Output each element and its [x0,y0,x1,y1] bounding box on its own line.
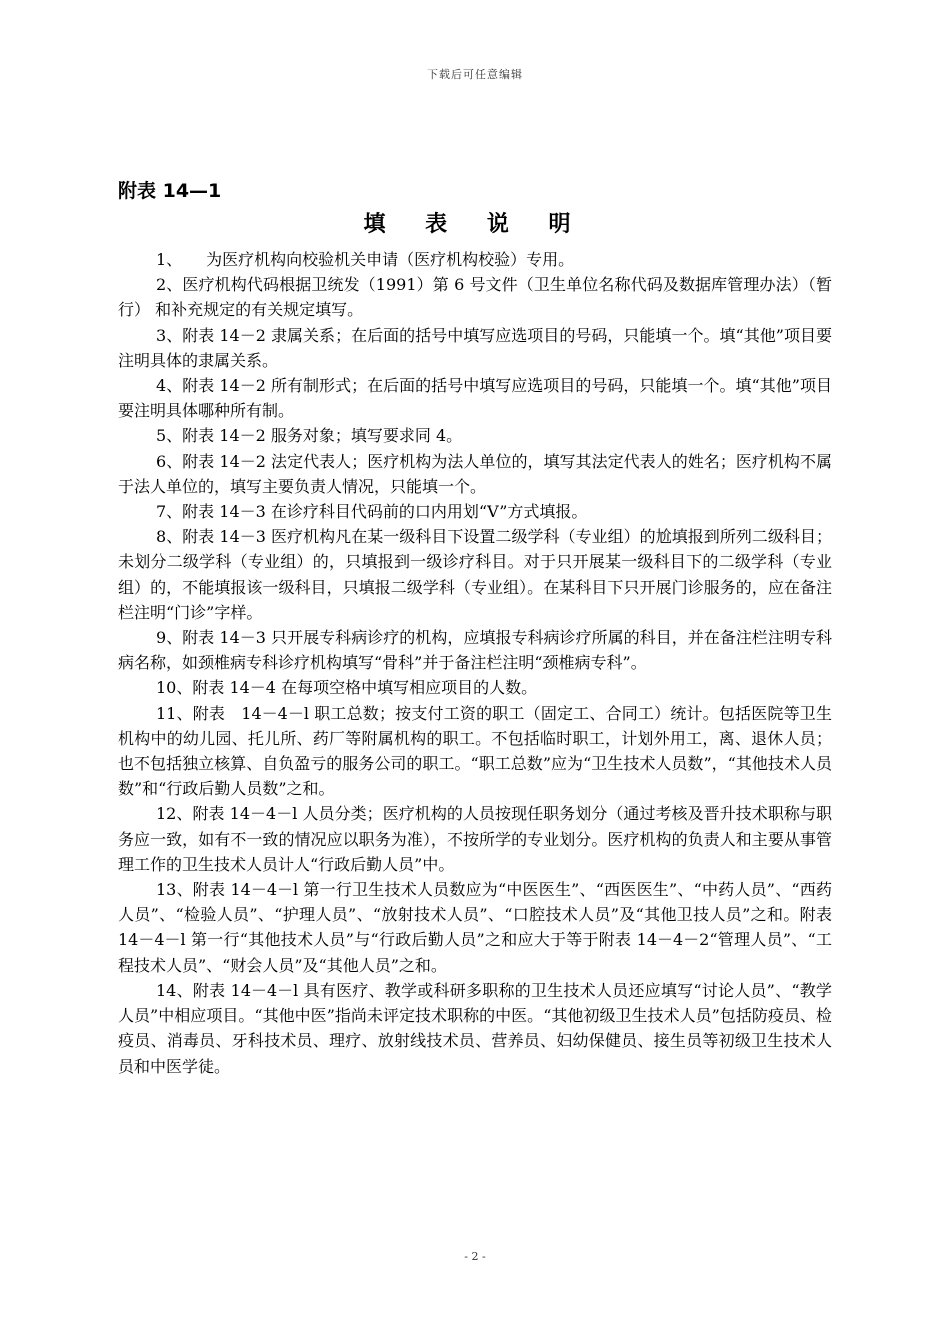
instruction-paragraph: 1、 为医疗机构向校验机关申请（医疗机构校验）专用。 [156,250,575,269]
instruction-paragraph: 11、附表 14－4－l 职工总数；按支付工资的职工（固定工、合同工）统计。包括医院等卫生机构中的幼儿园、托儿所、药厂等附属机构的职工。不包括临时职工，计划外用工，离、退休人员；也不包括独立核算、自负盈亏的服务公司的职工。“职工总数”应为“卫生技术人员数”，“其他技术人员数”和“行政后勤人员数”之和。 [118,703,832,799]
instruction-paragraph: 9、附表 14－3 只开展专科病诊疗的机构，应填报专科病诊疗所属的科目，并在备注栏注明专科病名称，如颈椎病专科诊疗机构填写“骨科”并于备注栏注明“颈椎病专科”。 [118,628,832,673]
document-title: 填 表 说 明 [363,212,587,237]
instructions-body [118,247,832,1079]
page-header-note: 下载后可任意编辑 [427,68,523,81]
instruction-paragraph: 5、附表 14－2 服务对象；填写要求同 4。 [156,426,463,446]
instruction-paragraph: 12、附表 14－4－l 人员分类；医疗机构的人员按现任职务划分（通过考核及晋升技术职称与职务应一致，如有不一致的情况应以职务为准），不按所学的专业划分。医疗机构的负责人和主要从事管理工作的卫生技术人员计人“行政后勤人员”中。 [118,804,832,874]
instruction-paragraph: 13、附表 14－4－l 第一行卫生技术人员数应为“中医医生”、“西医医生”、“中药人员”、“西药人员”、“检验人员”、“护理人员”、“放射技术人员”、“口腔技术人员”及“其他卫技人员”之和。附表 14－4－l 第一行“其他技术人员”与“行政后勤人员”之和应大于等于附表 14－4－2“管理人员”、“工程技术人员”、“财会人员”及“其他人员”之和。 [118,880,832,975]
instruction-paragraph: 14、附表 14－4－l 具有医疗、教学或科研多职称的卫生技术人员还应填写“讨论人员”、“教学人员”中相应项目。“其他中医”指尚未评定技术职称的中医。“其他初级卫生技术人员”包括防疫员、检疫员、消毒员、牙科技术员、理疗、放射线技术员、营养员、妇幼保健员、接生员等初级卫生技术人员和中医学徒。 [118,980,832,1076]
instruction-paragraph: 2、医疗机构代码根据卫统发（1991）第 6 号文件（卫生单位名称代码及数据库管理办法）（暂行） 和补充规定的有关规定填写。 [118,275,832,320]
appendix-label: 附表 14—1 [118,180,222,202]
page-number: - 2 - [464,1250,486,1263]
instruction-paragraph: 3、附表 14－2 隶属关系；在后面的括号中填写应选项目的号码，只能填一个。填“其他”项目要注明具体的隶属关系。 [118,325,832,370]
instruction-paragraph: 8、附表 14－3 医疗机构凡在某一级科目下设置二级学科（专业组）的尬填报到所列二级科目；未划分二级学科（专业组）的，只填报到一级诊疗科目。对于只开展某一级科目下的二级学科（专业组）的，不能填报该一级科目，只填报二级学科（专业组）。在某科目下只开展门诊服务的，应在备注栏注明“门诊”字样。 [118,527,832,622]
instruction-paragraph: 10、附表 14－4 在每项空格中填写相应项目的人数。 [156,678,538,698]
instruction-paragraph: 7、附表 14－3 在诊疗科目代码前的口内用划“V”方式填报。 [156,502,588,522]
instruction-paragraph: 4、附表 14－2 所有制形式；在后面的括号中填写应选项目的号码，只能填一个。填“其他”项目要注明具体哪种所有制。 [118,376,832,421]
instruction-paragraph: 6、附表 14－2 法定代表人；医疗机构为法人单位的，填写其法定代表人的姓名；医疗机构不属于法人单位的，填写主要负责人情况，只能填一个。 [118,451,832,496]
